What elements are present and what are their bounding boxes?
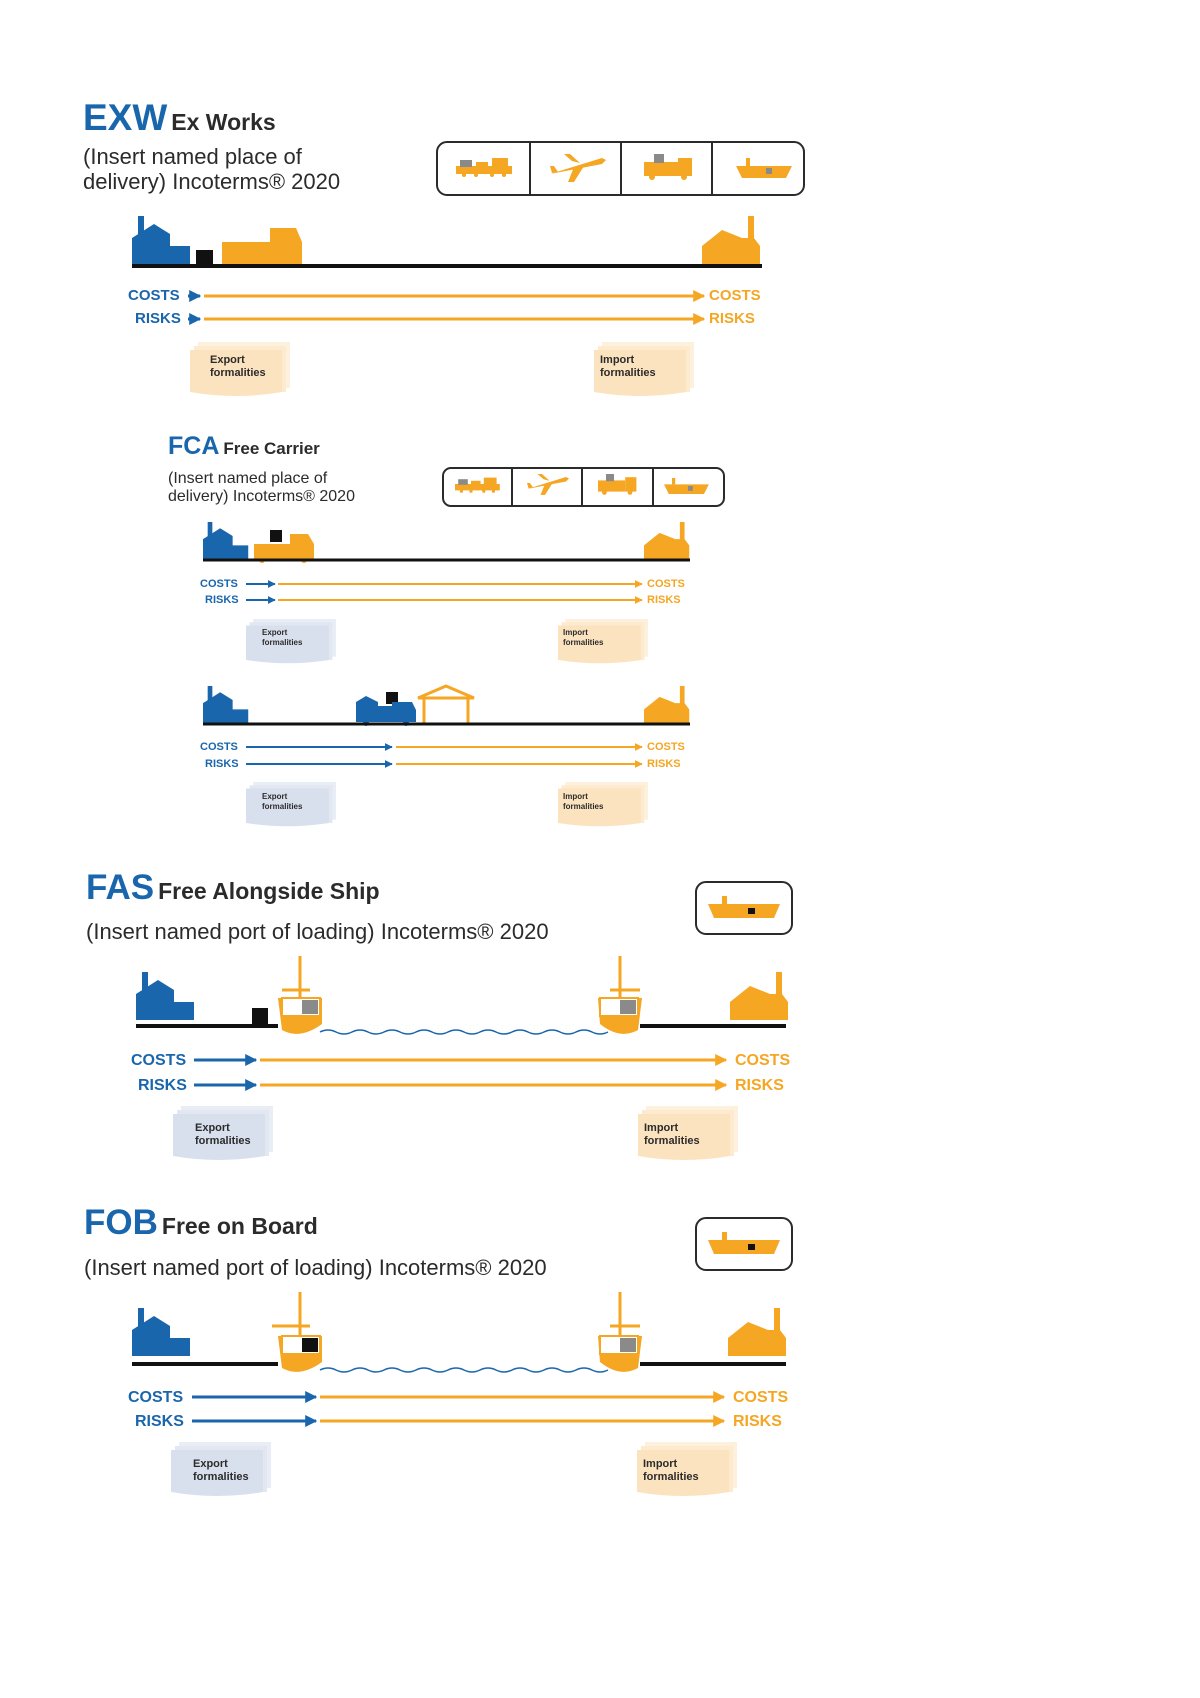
export-formalities-label: Export formalities (193, 1458, 249, 1484)
export-formalities-label: Export formalities (262, 792, 303, 811)
term-code: EXW (83, 97, 168, 138)
seller-factory-icon (203, 686, 248, 723)
goods-icon (252, 1008, 268, 1025)
fas-subtitle: (Insert named port of loading) Incoterms® 2020 (86, 919, 549, 944)
exw-transport-modes-box (437, 142, 804, 195)
term-name: Ex Works (171, 109, 276, 135)
risks-label-buyer: RISKS (733, 1413, 782, 1430)
costs-label-buyer: COSTS (709, 287, 761, 304)
term-name: Free Alongside Ship (158, 878, 380, 904)
route-line (132, 1364, 786, 1372)
import-formalities-label: Import formalities (600, 354, 656, 380)
term-code: FCA (168, 432, 220, 460)
costs-label-buyer: COSTS (733, 1389, 789, 1406)
subtitle-line: delivery) Incoterms® 2020 (83, 168, 341, 194)
subtitle-line: (Insert named place of (83, 144, 302, 169)
seller-factory-icon (136, 972, 194, 1020)
risks-label-buyer: RISKS (735, 1077, 784, 1094)
import-formalities-label: Import formalities (563, 628, 604, 647)
fob-subtitle: (Insert named port of loading) Incoterms® 2020 (84, 1255, 547, 1280)
truck-icon (222, 228, 302, 268)
risks-label-buyer: RISKS (647, 594, 681, 606)
export-formalities-label: Export formalities (262, 628, 303, 647)
risks-label-seller: RISKS (135, 1413, 184, 1430)
costs-label-seller: COSTS (131, 1052, 187, 1069)
buyer-factory-icon (644, 522, 689, 559)
ship-loading-icon (278, 956, 322, 1034)
risks-label-seller: RISKS (138, 1077, 187, 1094)
fob-transport-modes-box (696, 1218, 792, 1270)
ship-unloading-icon (598, 956, 642, 1034)
risks-label-buyer: RISKS (647, 758, 681, 770)
export-formalities-label: Export formalities (195, 1122, 251, 1148)
term-code: FAS (86, 868, 155, 907)
import-formalities-label: Import formalities (563, 792, 604, 811)
import-formalities-label: Import formalities (644, 1122, 700, 1148)
route-line (136, 1026, 786, 1034)
buyer-factory-icon (728, 1308, 786, 1356)
costs-label-seller: COSTS (200, 741, 238, 753)
truck-icon (356, 692, 416, 726)
risks-label-buyer: RISKS (709, 310, 755, 327)
import-formalities-label: Import formalities (643, 1458, 699, 1484)
carrier-terminal-icon (418, 686, 474, 724)
costs-label-seller: COSTS (128, 287, 180, 304)
fas-title (86, 868, 380, 908)
risks-label-seller: RISKS (135, 310, 181, 327)
seller-factory-icon (132, 1308, 190, 1356)
term-code: FOB (84, 1203, 158, 1242)
buyer-factory-icon (730, 972, 788, 1020)
fca-title (168, 432, 320, 461)
fas-transport-modes-box (696, 882, 792, 934)
risks-label-seller: RISKS (205, 594, 239, 606)
costs-label-seller: COSTS (128, 1389, 184, 1406)
costs-label-buyer: COSTS (735, 1052, 791, 1069)
costs-label-seller: COSTS (200, 578, 238, 590)
fca-transport-modes-box (443, 468, 724, 506)
buyer-factory-icon (644, 686, 689, 723)
subtitle-line: delivery) Incoterms® 2020 (168, 487, 355, 505)
seller-factory-icon (203, 522, 248, 559)
export-formalities-label: Export formalities (210, 354, 266, 380)
costs-label-buyer: COSTS (647, 741, 685, 753)
ship-loading-icon (272, 1292, 322, 1372)
risks-label-seller: RISKS (205, 758, 239, 770)
truck-icon (254, 530, 314, 563)
seller-factory-icon (132, 216, 190, 264)
buyer-factory-icon (702, 216, 760, 264)
term-name: Free Carrier (223, 439, 320, 458)
term-name: Free on Board (161, 1213, 318, 1239)
ship-unloading-icon (598, 1292, 642, 1372)
fca-subtitle (168, 470, 355, 506)
subtitle-line: (Insert named place of (168, 470, 328, 487)
exw-title (83, 97, 276, 139)
fob-title (84, 1203, 318, 1243)
costs-label-buyer: COSTS (647, 578, 685, 590)
exw-subtitle (83, 145, 340, 194)
